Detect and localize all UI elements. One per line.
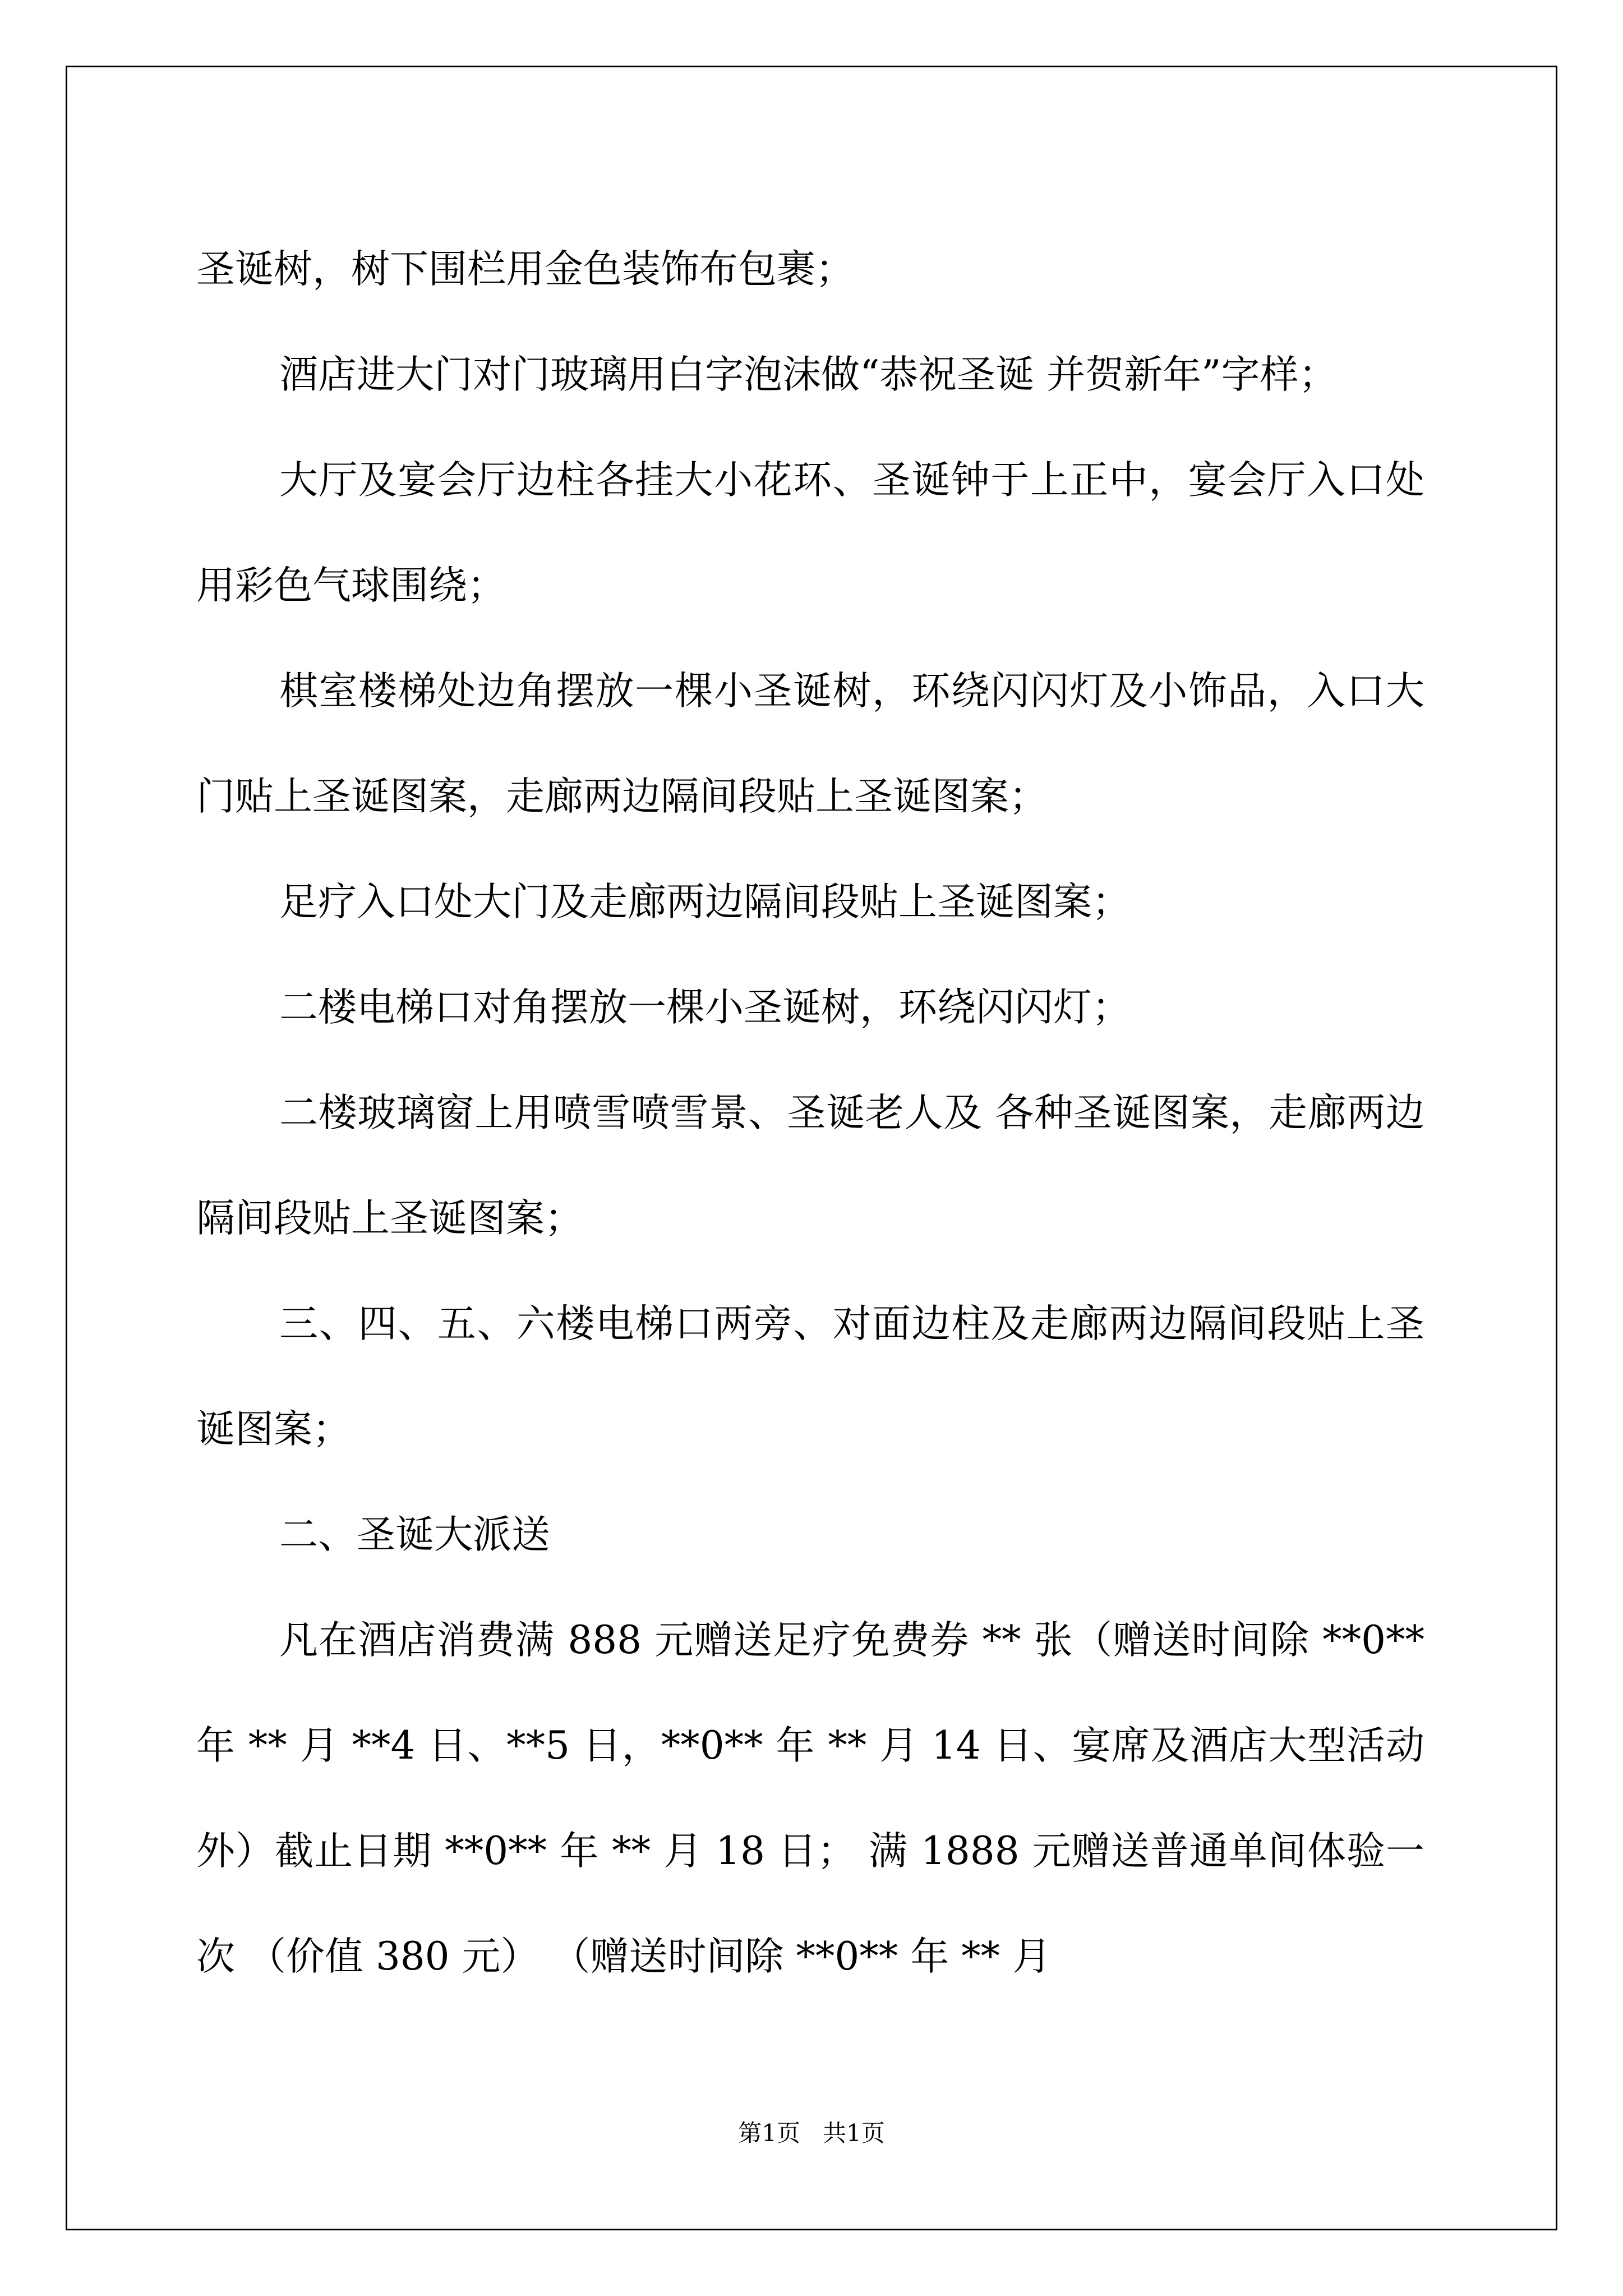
paragraph: 二楼电梯口对角摆放一棵小圣诞树，环绕闪闪灯； <box>279 985 1131 1030</box>
paragraph: 大厅及宴会厅边柱各挂大小花环、圣诞钟于上正中，宴会厅入口处用彩色气球围绕； <box>196 458 1424 608</box>
paragraph: 三、四、五、六楼电梯口两旁、对面边柱及走廊两边隔间段贴上圣诞图案； <box>196 1301 1424 1452</box>
paragraph: 圣诞树，树下围栏用金色装饰布包裹； <box>196 247 854 292</box>
document-body <box>196 217 1437 2009</box>
paragraph: 酒店进大门对门玻璃用白字泡沫做“恭祝圣诞 并贺新年”字样； <box>279 352 1338 397</box>
paragraph: 凡在酒店消费满 888 元赠送足疗免费券 ** 张（赠送时间除 **0** 年 ** 月 **4 日、**5 日，**0** 年 ** 月 14 日、宴席及酒店大型活动外）截止日期 **0** 年 ** 月 18 日； 满 1888 元赠送普通单间体验一次 （价值 380 元） （赠送时间除 **0** 年 ** 月 <box>196 1618 1437 1979</box>
page-footer: 第1页 共1页 <box>738 2119 885 2147</box>
paragraph: 足疗入口处大门及走廊两边隔间段贴上圣诞图案； <box>279 880 1131 924</box>
paragraph: 棋室楼梯处边角摆放一棵小圣诞树，环绕闪闪灯及小饰品，入口大门贴上圣诞图案，走廊两边隔间段贴上圣诞图案； <box>196 669 1424 819</box>
paragraph: 二楼玻璃窗上用喷雪喷雪景、圣诞老人及 各种圣诞图案，走廊两边隔间段贴上圣诞图案； <box>196 1091 1424 1241</box>
section-heading: 二、圣诞大派送 <box>279 1512 550 1557</box>
